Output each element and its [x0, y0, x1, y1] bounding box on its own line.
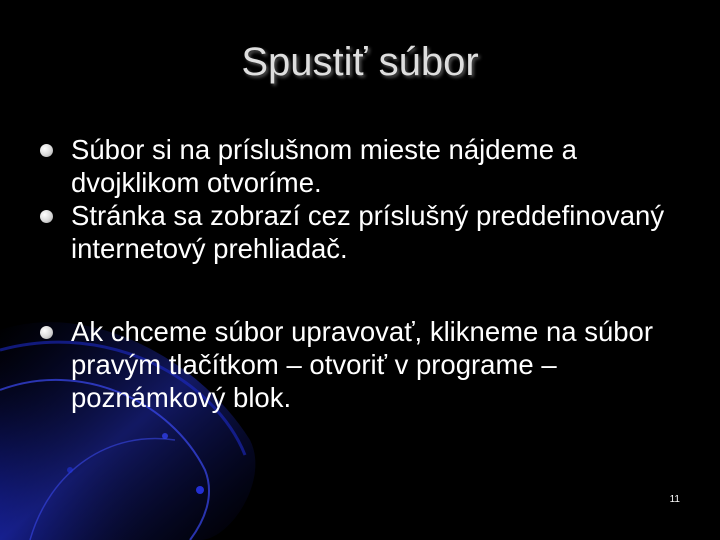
bullet-dot-icon	[40, 210, 53, 223]
bullet-item	[40, 315, 700, 414]
bullet-dot-icon	[40, 326, 53, 339]
bullet-dot-icon	[40, 144, 53, 157]
bullet-list	[40, 133, 700, 414]
slide-title: Spustiť súbor	[241, 40, 479, 84]
bullet-item	[40, 133, 700, 199]
bullet-text: Ak chceme súbor upravovať, klikneme na súbor pravým tlačítkom – otvoriť v programe – poznámkový blok.	[71, 316, 653, 413]
bullet-text: Stránka sa zobrazí cez príslušný preddefinovaný internetový prehliadač.	[71, 200, 665, 264]
slide-number: 11	[669, 494, 680, 505]
bullet-text: Súbor si na príslušnom mieste nájdeme a dvojklikom otvoríme.	[71, 134, 577, 198]
bullet-item	[40, 199, 700, 265]
